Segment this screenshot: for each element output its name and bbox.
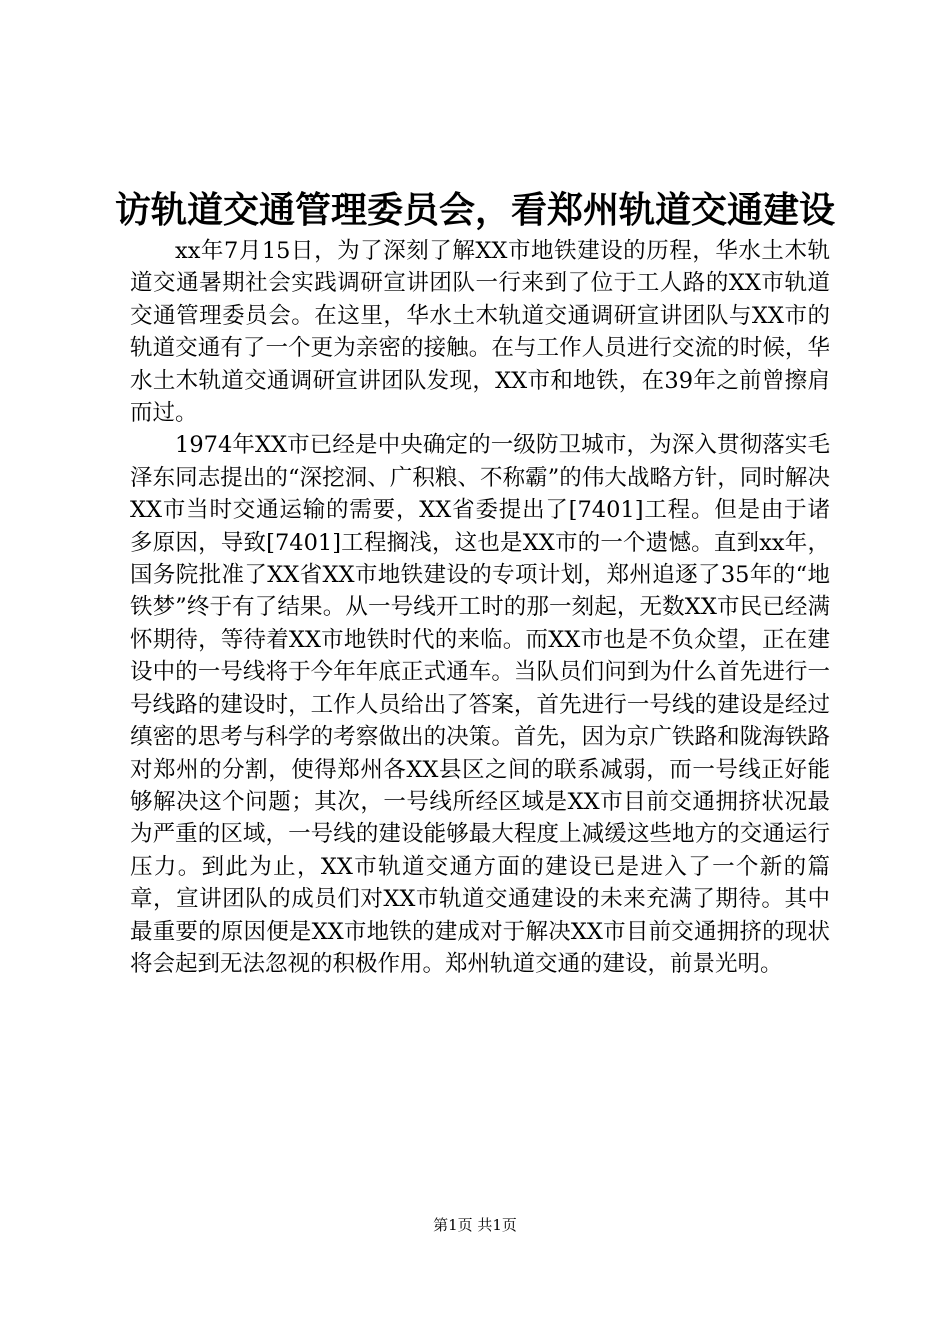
- document-title: 访轨道交通管理委员会，看郑州轨道交通建设: [114, 189, 835, 231]
- page-footer: 第1页 共1页: [433, 1216, 517, 1234]
- paragraph-2: 1974年XX市已经是中央确定的一级防卫城市，为深入贯彻落实毛泽东同志提出的“深挖洞、广积粮、不称霸”的伟大战略方针，同时解决XX市当时交通运输的需要，XX省委提出了[7401]工程。但是由于诸多原因，导致[7401]工程搁浅，这也是XX市的一个遗憾。直到xx年，国务院批准了XX省XX市地铁建设的专项计划，郑州追逐了35年的“地铁梦”终于有了结果。从一号线开工时的那一刻起，无数XX市民已经满怀期待，等待着XX市地铁时代的来临。而XX市也是不负众望，正在建设中的一号线将于今年年底正式通车。当队员们问到为什么首先进行一号线路的建设时，工作人员给出了答案，首先进行一号线的建设是经过缜密的思考与科学的考察做出的决策。首先，因为京广铁路和陇海铁路对郑州的分割，使得郑州各XX县区之间的联系减弱，而一号线正好能够解决这个问题；其次，一号线所经区域是XX市目前交通拥挤状况最为严重的区域，一号线的建设能够最大程度上减缓这些地方的交通运行压力。到此为止，XX市轨道交通方面的建设已是进入了一个新的篇章，宣讲团队的成员们对XX市轨道交通建设的未来充满了期待。其中最重要的原因便是XX市地铁的建成对于解决XX市目前交通拥挤的现状将会起到无法忽视的积极作用。郑州轨道交通的建设，前景光明。: [130, 432, 830, 977]
- document-body: [130, 235, 830, 980]
- paragraph-1: xx年7月15日，为了深刻了解XX市地铁建设的历程，华水土木轨道交通暑期社会实践调研宣讲团队一行来到了位于工人路的XX市轨道交通管理委员会。在这里，华水土木轨道交通调研宣讲团队与XX市的轨道交通有了一个更为亲密的接触。在与工作人员进行交流的时候，华水土木轨道交通调研宣讲团队发现，XX市和地铁，在39年之前曾擦肩而过。: [130, 238, 830, 427]
